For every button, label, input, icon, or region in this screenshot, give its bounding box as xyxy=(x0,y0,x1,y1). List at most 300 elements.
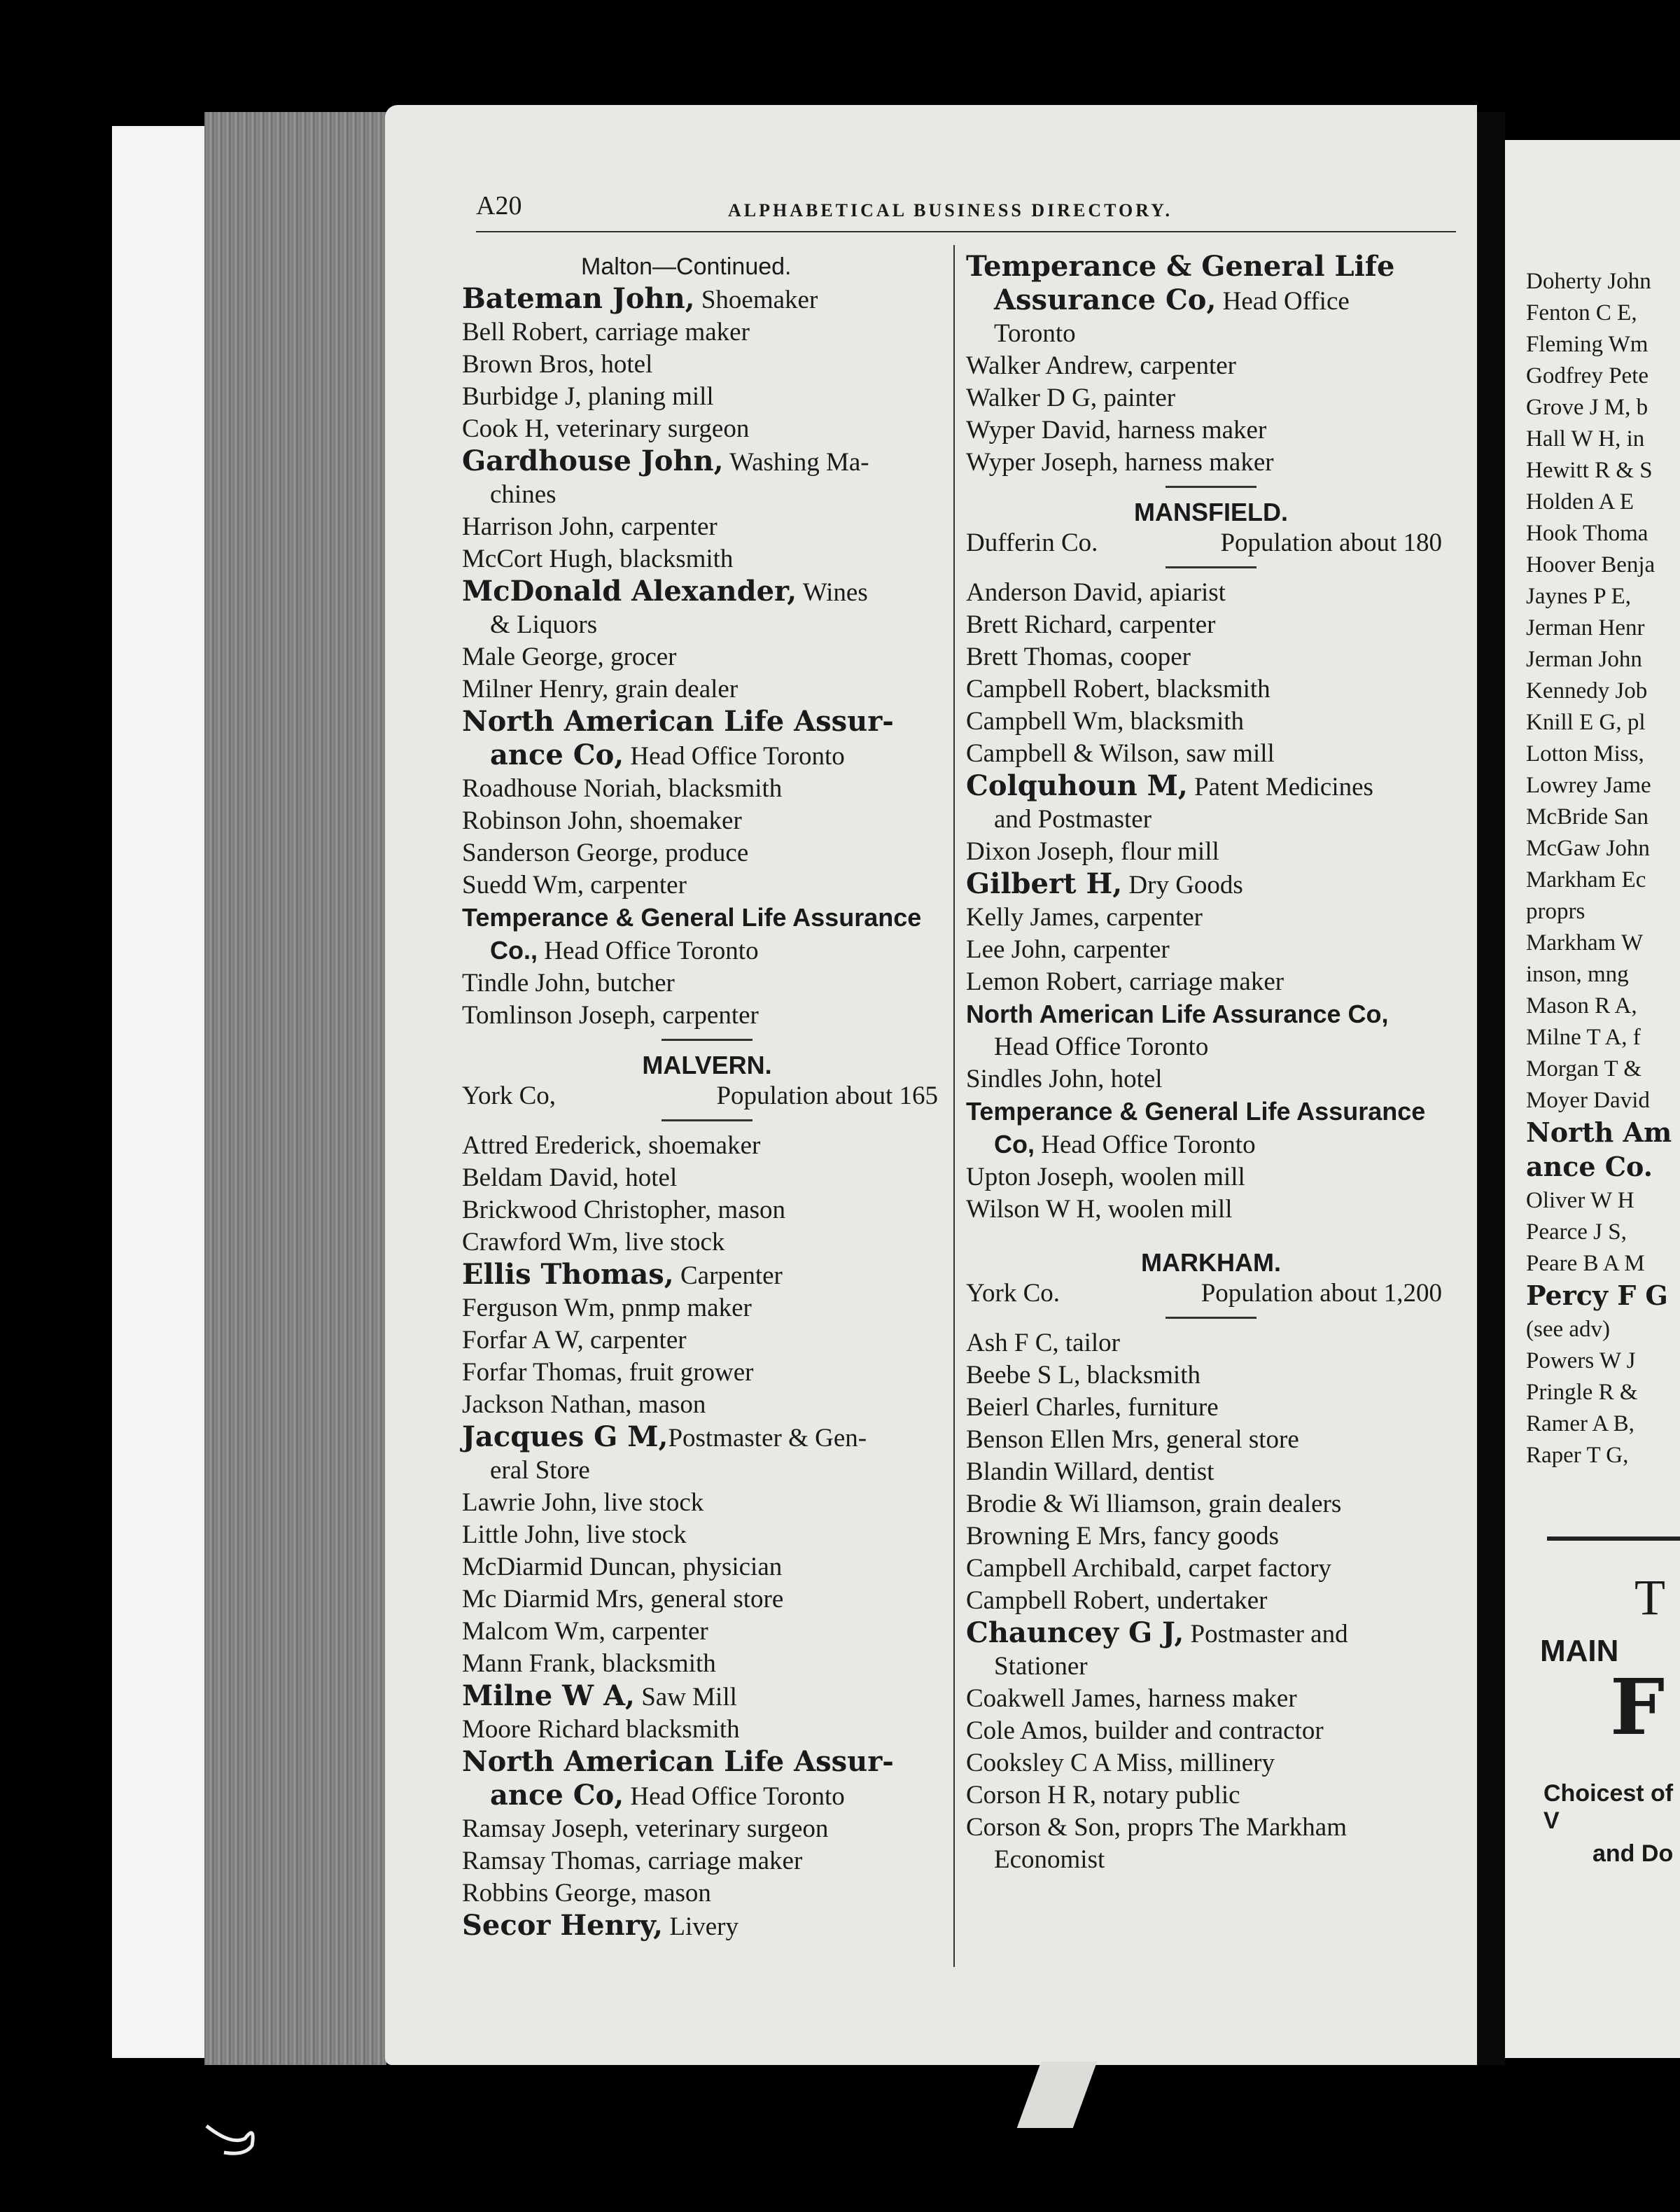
entry-name: Beldam David, hotel xyxy=(462,1163,678,1192)
directory-entry xyxy=(1505,1085,1680,1116)
ad-big-letter: T xyxy=(1634,1569,1665,1625)
right-column xyxy=(966,251,1456,1876)
entry-name: Male George, grocer xyxy=(462,643,677,671)
entry-name: Bell Robert, carriage maker xyxy=(462,318,750,346)
entry-name: Browning E Mrs, fancy goods xyxy=(966,1522,1280,1550)
entry-name: MARKHAM. xyxy=(1141,1248,1281,1277)
directory-entry xyxy=(966,447,1456,479)
population-value: Population about 165 xyxy=(716,1082,938,1110)
directory-entry xyxy=(462,706,952,739)
entry-name: chines xyxy=(490,480,556,509)
entry-name: McGaw John xyxy=(1526,836,1650,861)
directory-entry xyxy=(966,770,1456,804)
directory-entry xyxy=(462,1519,952,1551)
entry-name: Mason R A, xyxy=(1526,993,1637,1018)
directory-entry xyxy=(462,381,952,413)
entry-name: York Co, xyxy=(462,1082,556,1110)
directory-entry xyxy=(966,641,1456,673)
directory-entry xyxy=(1505,518,1680,550)
directory-entry xyxy=(1505,486,1680,518)
entry-detail: Head Office xyxy=(1216,287,1350,316)
directory-entry xyxy=(462,1877,952,1910)
entry-name: McBride San xyxy=(1526,804,1649,830)
entry-name: Campbell Archibald, carpet factory xyxy=(966,1554,1331,1583)
directory-entry xyxy=(1505,455,1680,486)
ad-rule xyxy=(1547,1536,1680,1541)
entry-name: Dufferin Co. xyxy=(966,528,1098,557)
entry-name: McDonald Alexander, xyxy=(462,575,797,608)
directory-entry xyxy=(462,1357,952,1389)
directory-entry xyxy=(462,1616,952,1648)
directory-entry xyxy=(1505,1217,1680,1248)
entry-name: Lee John, carpenter xyxy=(966,935,1170,964)
directory-entry xyxy=(462,1813,952,1845)
entry-name: Anderson David, apiarist xyxy=(966,578,1226,607)
entry-name: Milne W A, xyxy=(462,1679,635,1712)
entry-name: Jaynes P E, xyxy=(1526,584,1632,609)
directory-entry xyxy=(462,1910,952,1943)
directory-entry xyxy=(462,349,952,381)
entry-name: Temperance & General Life Assurance xyxy=(966,1097,1426,1126)
entry-name: and Postmaster xyxy=(994,805,1152,834)
directory-entry xyxy=(462,641,952,673)
entry-detail: Postmaster and xyxy=(1184,1620,1348,1648)
directory-entry xyxy=(462,673,952,706)
directory-entry xyxy=(966,1456,1456,1488)
population-value: Population about 180 xyxy=(1220,528,1442,557)
entry-name: Tomlinson Joseph, carpenter xyxy=(462,1001,759,1030)
entry-name: eral Store xyxy=(490,1456,590,1485)
entry-name: Beierl Charles, furniture xyxy=(966,1393,1219,1422)
directory-entry xyxy=(462,739,952,773)
directory-entry xyxy=(462,1000,952,1032)
place-heading xyxy=(966,1248,1456,1278)
entry-name: Jerman John xyxy=(1526,647,1642,672)
directory-entry xyxy=(462,1583,952,1616)
directory-entry xyxy=(462,869,952,902)
directory-entry xyxy=(966,350,1456,382)
entry-name: Cole Amos, builder and contractor xyxy=(966,1716,1324,1745)
entry-name: Roadhouse Noriah, blacksmith xyxy=(462,774,783,803)
entry-name: Raper T G, xyxy=(1526,1443,1629,1468)
directory-entry xyxy=(462,1551,952,1583)
entry-name: ance Co. xyxy=(1526,1151,1653,1182)
directory-entry xyxy=(462,1487,952,1519)
corner-mark xyxy=(203,2118,280,2160)
entry-name: Jerman Henr xyxy=(1526,615,1645,640)
entry-name: Co, xyxy=(994,1130,1035,1158)
directory-entry xyxy=(966,1194,1456,1226)
directory-entry xyxy=(966,1128,1456,1161)
population-line xyxy=(966,527,1456,559)
place-heading xyxy=(966,498,1456,527)
directory-entry xyxy=(966,414,1456,447)
directory-entry xyxy=(462,773,952,805)
directory-entry xyxy=(462,543,952,575)
entry-name: Lowrey Jame xyxy=(1526,773,1651,798)
entry-name: Campbell Wm, blacksmith xyxy=(966,707,1245,736)
entry-name: ance Co, xyxy=(490,738,624,771)
entry-name: Ramsay Thomas, carriage maker xyxy=(462,1847,803,1875)
entry-name: Campbell Robert, blacksmith xyxy=(966,675,1270,704)
directory-entry xyxy=(462,837,952,869)
scan-margin xyxy=(112,126,210,2058)
directory-entry xyxy=(1505,1280,1680,1314)
directory-entry xyxy=(966,1063,1456,1096)
entry-name: Doherty John xyxy=(1526,269,1651,294)
entry-name: Economist xyxy=(994,1845,1105,1874)
directory-entry xyxy=(966,804,1456,836)
entry-name: Grove J M, b xyxy=(1526,395,1648,420)
entry-name: Ramsay Joseph, veterinary surgeon xyxy=(462,1814,829,1843)
page-header xyxy=(476,190,1456,232)
adjacent-ad xyxy=(1505,1536,1680,1868)
column-rule xyxy=(953,245,955,1967)
entry-name: Toronto xyxy=(994,319,1076,348)
entry-name: proprs xyxy=(1526,899,1586,924)
entry-name: Forfar A W, carpenter xyxy=(462,1326,687,1354)
entry-name: North American Life Assurance Co, xyxy=(966,1000,1389,1028)
entry-name: Colquhoun M, xyxy=(966,769,1188,802)
directory-entry xyxy=(462,1324,952,1357)
entry-name: Pearce J S, xyxy=(1526,1219,1627,1245)
entry-name: Jacques G M, xyxy=(462,1420,668,1453)
entry-name: & Liquors xyxy=(490,610,598,639)
entry-name: Knill E G, pl xyxy=(1526,710,1646,735)
entry-name: Co., xyxy=(490,936,538,965)
entry-name: ance Co, xyxy=(490,1779,624,1812)
entry-name: Moore Richard blacksmith xyxy=(462,1715,740,1744)
entry-name: Wyper David, harness maker xyxy=(966,416,1267,444)
left-column xyxy=(462,251,952,1943)
directory-entry xyxy=(966,836,1456,868)
directory-entry xyxy=(462,967,952,1000)
entry-name: inson, mng xyxy=(1526,962,1629,987)
directory-entry xyxy=(966,1747,1456,1779)
entry-name: Brodie & Wi lliamson, grain dealers xyxy=(966,1490,1342,1518)
directory-entry xyxy=(462,413,952,445)
directory-entry xyxy=(966,1424,1456,1456)
directory-entry xyxy=(1505,581,1680,612)
entry-name: Tindle John, butcher xyxy=(462,969,675,997)
directory-entry xyxy=(1505,329,1680,360)
directory-entry xyxy=(1505,990,1680,1022)
entry-name: Robbins George, mason xyxy=(462,1879,711,1907)
book-page-edges xyxy=(204,112,386,2065)
entry-name: Brett Richard, carpenter xyxy=(966,610,1216,639)
directory-entry xyxy=(1505,1151,1680,1185)
entry-name: Campbell Robert, undertaker xyxy=(966,1586,1268,1615)
entry-name: Malton—Continued. xyxy=(581,253,792,280)
entry-name: Assurance Co, xyxy=(994,284,1217,316)
directory-entry xyxy=(1505,1345,1680,1377)
entry-name: Campbell & Wilson, saw mill xyxy=(966,739,1275,768)
entry-name: Harrison John, carpenter xyxy=(462,512,718,541)
entry-name: Mann Frank, blacksmith xyxy=(462,1649,716,1678)
directory-entry xyxy=(966,1327,1456,1359)
entry-name: Temperance & General Life xyxy=(966,250,1395,283)
entry-detail: Wines xyxy=(797,578,868,607)
entry-detail: Head Office Toronto xyxy=(624,1782,845,1811)
entry-name: Morgan T & xyxy=(1526,1056,1642,1082)
entry-name: Powers W J xyxy=(1526,1348,1636,1373)
directory-entry xyxy=(462,609,952,641)
entry-detail: Shoemaker xyxy=(694,286,818,314)
ad-main: MAIN xyxy=(1540,1634,1619,1668)
entry-name: Forfar Thomas, fruit grower xyxy=(462,1358,754,1387)
directory-entry xyxy=(1505,424,1680,455)
entry-name: Sanderson George, produce xyxy=(462,839,749,867)
directory-entry xyxy=(966,1683,1456,1715)
entry-name: Corson H R, notary public xyxy=(966,1781,1240,1809)
entry-name: Secor Henry, xyxy=(462,1909,664,1942)
directory-entry xyxy=(462,1779,952,1813)
directory-entry xyxy=(462,445,952,479)
entry-name: Godfrey Pete xyxy=(1526,363,1649,388)
entry-name: Corson & Son, proprs The Markham xyxy=(966,1813,1347,1842)
directory-entry xyxy=(1505,298,1680,329)
entry-name: Ramer A B, xyxy=(1526,1411,1634,1436)
directory-entry xyxy=(462,805,952,837)
entry-name: Chauncey G J, xyxy=(966,1616,1184,1649)
directory-entry xyxy=(1505,927,1680,959)
directory-entry xyxy=(966,1812,1456,1844)
directory-entry xyxy=(966,1031,1456,1063)
entry-name: Oliver W H xyxy=(1526,1188,1634,1213)
entry-name: Robinson John, shoemaker xyxy=(462,806,742,835)
entry-name: Beebe S L, blacksmith xyxy=(966,1361,1200,1390)
directory-entry xyxy=(1505,550,1680,581)
entry-name: Wyper Joseph, harness maker xyxy=(966,448,1274,477)
entry-name: (see adv) xyxy=(1526,1317,1611,1342)
directory-entry xyxy=(1505,1185,1680,1217)
directory-entry xyxy=(462,934,952,967)
directory-entry xyxy=(1505,959,1680,990)
directory-entry xyxy=(1505,1408,1680,1440)
section-rule xyxy=(662,1039,752,1041)
entry-name: Benson Ellen Mrs, general store xyxy=(966,1425,1299,1454)
population-line xyxy=(462,1080,952,1112)
section-rule xyxy=(662,1119,752,1121)
entry-name: North Am xyxy=(1526,1116,1672,1148)
running-title: ALPHABETICAL BUSINESS DIRECTORY. xyxy=(728,200,1172,220)
directory-entry xyxy=(462,1162,952,1194)
entry-name: Stationer xyxy=(994,1652,1088,1681)
directory-entry xyxy=(462,1680,952,1714)
continued-heading xyxy=(462,251,952,283)
population-line xyxy=(966,1278,1456,1310)
entry-detail: Head Office Toronto xyxy=(624,742,845,771)
directory-entry xyxy=(966,284,1456,318)
entry-name: Pringle R & xyxy=(1526,1380,1638,1405)
directory-entry xyxy=(1505,266,1680,298)
entry-name: Kennedy Job xyxy=(1526,678,1648,704)
directory-entry xyxy=(1505,644,1680,676)
entry-detail: Livery xyxy=(663,1912,738,1941)
directory-entry xyxy=(966,934,1456,966)
entry-name: Brett Thomas, cooper xyxy=(966,643,1191,671)
directory-entry xyxy=(1505,1116,1680,1151)
page-number: A20 xyxy=(476,191,522,220)
directory-entry xyxy=(966,673,1456,706)
directory-entry xyxy=(1505,1440,1680,1471)
directory-entry xyxy=(462,283,952,316)
entry-name: McDiarmid Duncan, physician xyxy=(462,1553,783,1581)
entry-detail: Saw Mill xyxy=(634,1683,737,1712)
directory-entry xyxy=(966,1585,1456,1617)
directory-entry xyxy=(1505,833,1680,864)
directory-entry xyxy=(966,1617,1456,1651)
entry-detail: Washing Ma- xyxy=(723,448,869,477)
directory-entry xyxy=(966,1161,1456,1194)
entry-name: Sindles John, hotel xyxy=(966,1065,1163,1093)
directory-entry xyxy=(462,511,952,543)
entry-name: Markham W xyxy=(1526,930,1644,955)
entry-name: Fenton C E, xyxy=(1526,300,1637,326)
directory-entry xyxy=(966,868,1456,902)
entry-name: McCort Hugh, blacksmith xyxy=(462,545,734,573)
directory-entry xyxy=(966,318,1456,350)
ad-and-do: and Do xyxy=(1592,1840,1674,1867)
entry-name: North American Life Assur- xyxy=(462,705,894,738)
entry-name: Peare B A M xyxy=(1526,1251,1645,1276)
entry-name: Lawrie John, live stock xyxy=(462,1488,704,1517)
ad-big-f: F xyxy=(1610,1662,1665,1752)
entry-name: Hewitt R & S xyxy=(1526,458,1653,483)
directory-entry xyxy=(462,1714,952,1746)
entry-name: Little John, live stock xyxy=(462,1520,687,1549)
entry-name: Ferguson Wm, pnmp maker xyxy=(462,1294,752,1322)
directory-entry xyxy=(462,575,952,609)
directory-entry xyxy=(966,902,1456,934)
entry-name: MALVERN. xyxy=(642,1051,772,1079)
ad-choicest: Choicest of V xyxy=(1544,1780,1674,1834)
header-rule xyxy=(476,231,1456,232)
directory-entry xyxy=(462,1194,952,1226)
directory-entry xyxy=(1505,1054,1680,1085)
directory-entry xyxy=(1505,802,1680,833)
entry-name: Markham Ec xyxy=(1526,867,1646,892)
entry-name: Holden A E xyxy=(1526,489,1634,514)
entry-name: Kelly James, carpenter xyxy=(966,903,1203,932)
directory-entry xyxy=(462,1746,952,1779)
entry-name: Lemon Robert, carriage maker xyxy=(966,967,1284,996)
entry-name: Brown Bros, hotel xyxy=(462,350,653,379)
directory-entry xyxy=(462,1421,952,1455)
directory-entry xyxy=(966,1488,1456,1520)
entry-name: Ellis Thomas, xyxy=(462,1258,674,1291)
directory-entry xyxy=(462,1259,952,1292)
entry-name: Dixon Joseph, flour mill xyxy=(966,837,1219,866)
directory-entry xyxy=(966,382,1456,414)
page-tab xyxy=(1017,2062,1098,2128)
section-rule xyxy=(1166,566,1256,568)
entry-name: Hoover Benja xyxy=(1526,552,1656,578)
entry-name: Milne T A, f xyxy=(1526,1025,1641,1050)
entry-detail: Postmaster & Gen- xyxy=(668,1424,867,1452)
directory-entry xyxy=(966,609,1456,641)
directory-entry xyxy=(1505,707,1680,738)
entry-name: Percy F G xyxy=(1526,1280,1668,1311)
entry-name: Head Office Toronto xyxy=(994,1032,1209,1061)
directory-entry xyxy=(462,1455,952,1487)
entry-name: North American Life Assur- xyxy=(462,1745,894,1778)
directory-entry xyxy=(1505,770,1680,802)
directory-entry xyxy=(966,1520,1456,1553)
directory-entry xyxy=(966,1651,1456,1683)
entry-name: Brickwood Christopher, mason xyxy=(462,1196,785,1224)
entry-name: Jackson Nathan, mason xyxy=(462,1390,706,1419)
directory-entry xyxy=(462,1292,952,1324)
directory-entry xyxy=(462,316,952,349)
directory-entry xyxy=(1505,864,1680,896)
entry-name: Temperance & General Life Assurance xyxy=(462,903,922,932)
entry-name: Coakwell James, harness maker xyxy=(966,1684,1297,1713)
entry-name: Blandin Willard, dentist xyxy=(966,1457,1214,1486)
directory-entry xyxy=(462,1389,952,1421)
directory-entry xyxy=(966,1392,1456,1424)
entry-name: Hall W H, in xyxy=(1526,426,1645,451)
entry-name: Mc Diarmid Mrs, general store xyxy=(462,1585,784,1614)
entry-name: Fleming Wm xyxy=(1526,332,1648,357)
directory-entry xyxy=(966,738,1456,770)
directory-entry xyxy=(462,1130,952,1162)
population-value: Population about 1,200 xyxy=(1200,1279,1442,1308)
entry-detail: Carpenter xyxy=(673,1261,783,1290)
directory-entry xyxy=(966,1715,1456,1747)
section-gap xyxy=(966,1226,1456,1238)
directory-entry xyxy=(966,1553,1456,1585)
entry-name: Upton Joseph, woolen mill xyxy=(966,1163,1245,1191)
directory-entry xyxy=(462,479,952,511)
directory-entry xyxy=(966,251,1456,284)
entry-name: Cook H, veterinary surgeon xyxy=(462,414,750,443)
entry-name: Bateman John, xyxy=(462,282,695,315)
directory-entry xyxy=(966,1844,1456,1876)
place-heading xyxy=(462,1051,952,1080)
adjacent-page-text xyxy=(1505,266,1680,1471)
entry-detail: Dry Goods xyxy=(1122,871,1243,899)
directory-entry xyxy=(1505,392,1680,424)
directory-entry xyxy=(1505,676,1680,707)
directory-entry xyxy=(1505,1022,1680,1054)
directory-entry xyxy=(462,902,952,934)
adjacent-page xyxy=(1505,140,1680,2058)
section-rule xyxy=(1166,486,1256,488)
entry-name: Crawford Wm, live stock xyxy=(462,1228,725,1256)
entry-name: Wilson W H, woolen mill xyxy=(966,1195,1233,1224)
entry-name: Walker Andrew, carpenter xyxy=(966,351,1237,380)
entry-detail: Head Office Toronto xyxy=(1035,1130,1256,1159)
directory-entry xyxy=(462,1845,952,1877)
entry-detail: Head Office Toronto xyxy=(538,937,759,965)
directory-entry xyxy=(1505,738,1680,770)
book-gutter xyxy=(1477,112,1505,2065)
directory-entry xyxy=(462,1648,952,1680)
entry-name: Hook Thoma xyxy=(1526,521,1648,546)
entry-name: Cooksley C A Miss, millinery xyxy=(966,1749,1275,1777)
entry-name: Suedd Wm, carpenter xyxy=(462,871,687,899)
entry-name: MANSFIELD. xyxy=(1134,498,1288,526)
directory-entry xyxy=(1505,612,1680,644)
directory-entry xyxy=(462,1226,952,1259)
directory-entry xyxy=(1505,896,1680,927)
section-rule xyxy=(1166,1317,1256,1319)
entry-name: Ash F C, tailor xyxy=(966,1329,1120,1357)
directory-entry xyxy=(966,998,1456,1031)
directory-entry xyxy=(966,706,1456,738)
entry-name: Malcom Wm, carpenter xyxy=(462,1617,708,1646)
